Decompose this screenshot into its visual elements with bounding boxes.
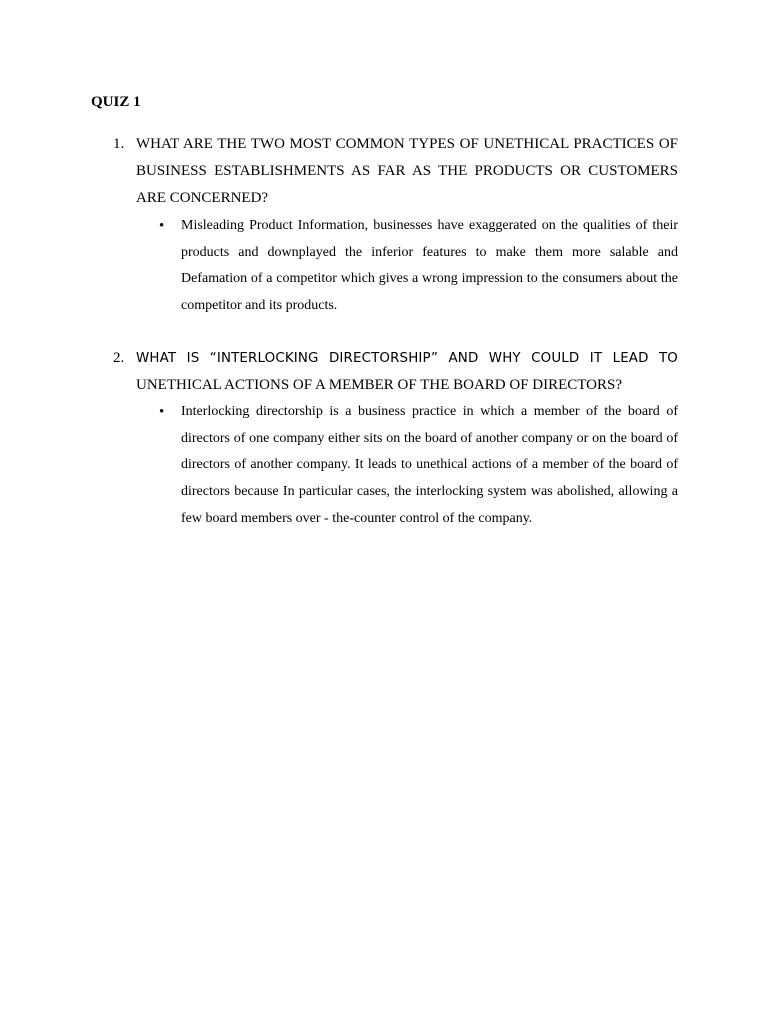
document-title: QUIZ 1	[91, 94, 141, 110]
question-text-line-1: WHAT IS “INTERLOCKING DIRECTORSHIP” AND WHY COULD IT LEAD TO	[136, 351, 678, 366]
answer-text: Misleading Product Information, businesses have exaggerated on the qualities of their products and downplayed the inferior features to make them more salable and Defamation of a competitor which gives a wrong impression to the consumers about the competitor and its products.	[181, 218, 678, 314]
bullet-icon: •	[159, 218, 165, 234]
bullet-icon: •	[159, 404, 165, 420]
question-1	[113, 131, 678, 320]
answer-item	[157, 213, 678, 320]
question-text-line-2: UNETHICAL ACTIONS OF A MEMBER OF THE BOARD OF DIRECTORS?	[136, 377, 623, 393]
question-number: 1.	[113, 136, 125, 152]
answer-item	[157, 399, 678, 533]
question-number: 2.	[113, 350, 125, 366]
question-text: WHAT ARE THE TWO MOST COMMON TYPES OF UNETHICAL PRACTICES OF BUSINESS ESTABLISHMENTS AS FAR AS THE PRODUCTS OR CUSTOMERS ARE CONCERNED?	[136, 136, 678, 206]
question-2	[113, 345, 678, 533]
question-row	[113, 131, 678, 212]
question-text	[136, 345, 678, 399]
question-row	[113, 345, 678, 399]
answer-text: Interlocking directorship is a business practice in which a member of the board of directors of one company either sits on the board of another company or on the board of directors of another company. It leads to unethical actions of a member of the board of directors because In particular cases, the interlocking system was abolished, allowing a few board members over - the-counter control of the company.	[181, 404, 678, 526]
